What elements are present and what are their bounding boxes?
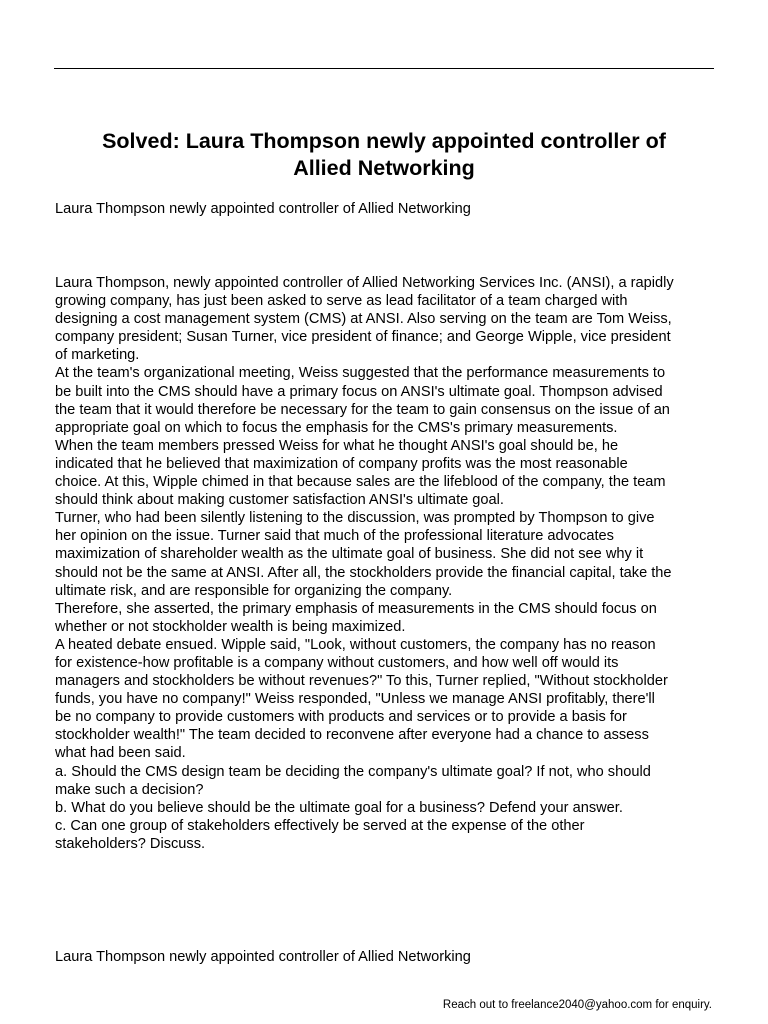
body-line: company president; Susan Turner, vice president of finance; and George Wipple, vice president [55,329,671,346]
body-line: of marketing. [55,347,140,364]
body-line: Turner, who had been silently listening to the discussion, was prompted by Thompson to give [55,510,655,527]
title-line: Allied Networking [293,156,475,180]
body-line: what had been said. [55,745,186,762]
document-subtitle: Laura Thompson newly appointed controller of Allied Networking [55,201,471,217]
body-line: maximization of shareholder wealth as the ultimate goal of business. She did not see why it [55,546,644,563]
body-line: designing a cost management system (CMS) at ANSI. Also serving on the team are Tom Weiss, [55,311,672,328]
body-line: A heated debate ensued. Wipple said, "Look, without customers, the company has no reason [55,636,656,653]
body-line: Therefore, she asserted, the primary emphasis of measurements in the CMS should focus on [55,600,657,617]
body-line: stockholder wealth!" The team decided to reconvene after everyone had a chance to assess [55,727,649,744]
enquiry-note: Reach out to freelance2040@yahoo.com for enquiry. [442,999,712,1011]
body-line: When the team members pressed Weiss for what he thought ANSI's goal should be, he [55,437,619,454]
top-divider [54,68,714,69]
body-line: be no company to provide customers with products and services or to provide a basis for [55,709,627,726]
body-line: growing company, has just been asked to serve as lead facilitator of a team charged with [55,293,628,310]
footer-title: Laura Thompson newly appointed controller of Allied Networking [55,949,471,965]
body-line: be built into the CMS should have a primary focus on ANSI's ultimate goal. Thompson advised [55,383,663,400]
page-title [54,128,714,182]
question-b-line: b. What do you believe should be the ultimate goal for a business? Defend your answer. [55,799,623,816]
body-line: ultimate risk, and are responsible for organizing the company. [55,582,453,599]
question-a-line: make such a decision? [55,781,204,798]
body-line: whether or not stockholder wealth is being maximized. [55,618,406,635]
body-line: indicated that he believed that maximization of company profits was the most reasonable [55,455,628,472]
body-line: for existence-how profitable is a company without customers, and how well off would its [55,654,619,671]
body-line: funds, you have no company!" Weiss responded, "Unless we manage ANSI profitably, there'll [55,691,655,708]
body-line: should not be the same at ANSI. After all, the stockholders provide the financial capital, take the [55,564,672,581]
body-line: Laura Thompson, newly appointed controller of Allied Networking Services Inc. (ANSI), a rapidly [55,275,674,291]
body-line: should think about making customer satisfaction ANSI's ultimate goal. [55,492,504,509]
body-line: choice. At this, Wipple chimed in that because sales are the lifeblood of the company, the team [55,474,666,491]
body-line: At the team's organizational meeting, Weiss suggested that the performance measurements to [55,365,666,382]
body-line: her opinion on the issue. Turner said that much of the professional literature advocates [55,528,614,545]
body-line: managers and stockholders be without revenues?" To this, Turner replied, "Without stockholder [55,673,668,690]
title-line: Solved: Laura Thompson newly appointed controller of [102,129,666,153]
question-c-line: c. Can one group of stakeholders effectively be served at the expense of the other [55,817,585,834]
document-body [55,274,725,853]
body-line: the team that it would therefore be necessary for the team to gain consensus on the issue of an [55,401,670,418]
question-c-line: stakeholders? Discuss. [55,835,206,852]
question-a-line: a. Should the CMS design team be deciding the company's ultimate goal? If not, who should [55,763,651,780]
body-line: appropriate goal on which to focus the emphasis for the CMS's primary measurements. [55,419,618,436]
